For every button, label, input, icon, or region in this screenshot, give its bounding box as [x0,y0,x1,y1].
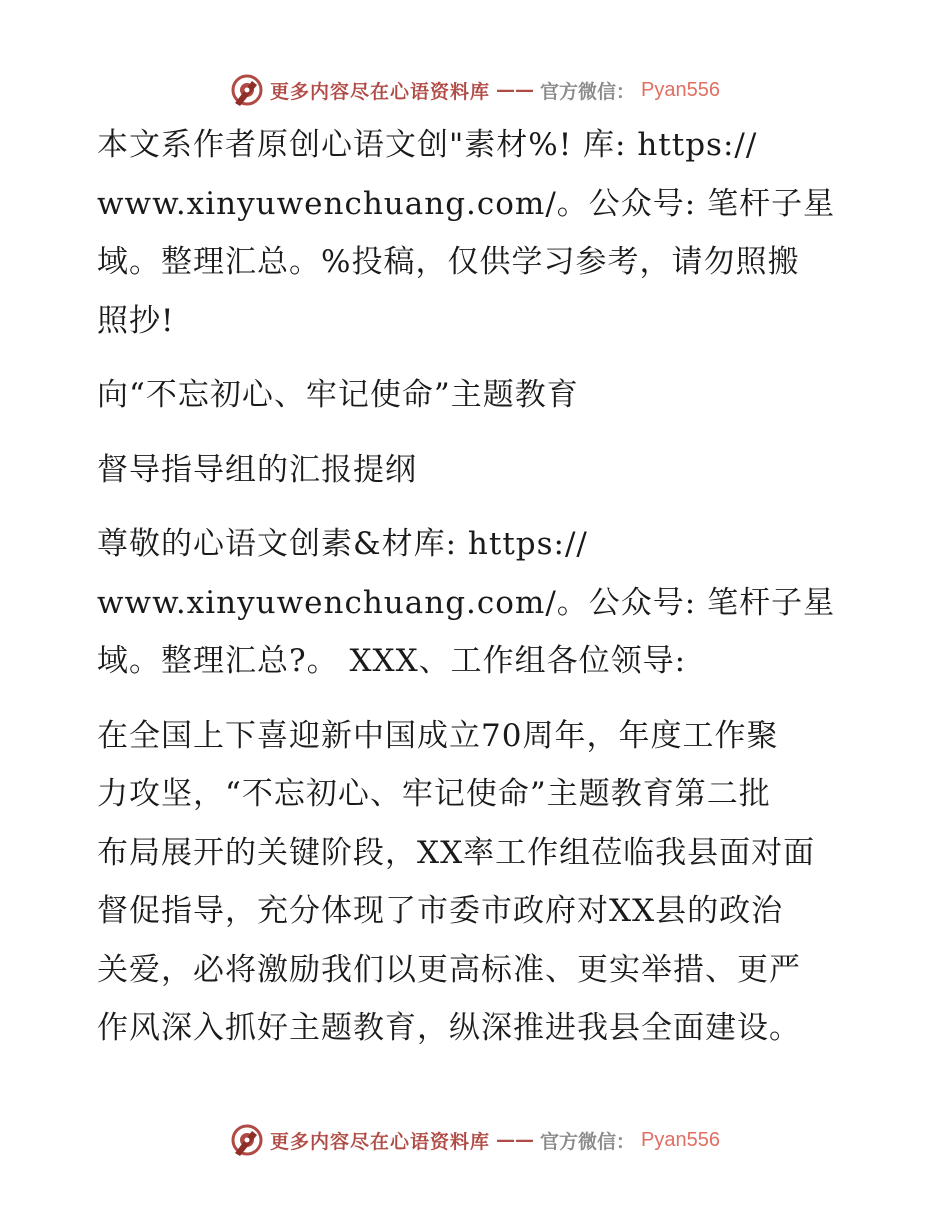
text-line: www.xinyuwenchuang.com/。公众号: 笔杆子星 [97,185,836,222]
text-line: 力攻坚，“不忘初心、牢记使命”主题教育第二批 [97,776,771,812]
text-line: 在全国上下喜迎新中国成立70周年，年度工作聚 [97,717,779,754]
text-line: 关爱，必将激励我们以更高标准、更实举措、更严 [97,951,801,988]
document-title-line-1 [97,366,867,425]
footer-banner [0,1120,950,1160]
pen-logo-icon [230,73,264,107]
banner-official-label: 官方微信： [540,80,636,103]
banner-main-text: 更多内容尽在心语资料库 [270,1130,491,1153]
banner-contact-id: Pyan556 [641,1128,720,1151]
paragraph-intro [97,116,867,350]
banner-official-label: 官方微信： [540,1130,636,1153]
text-line: 督促指导，充分体现了市委市政府对XX县的政治 [97,893,784,929]
paragraph-salutation [97,515,867,691]
text-line: 域。整理汇总。%投稿，仅供学习参考，请勿照搬 [97,244,800,280]
header-banner [0,70,950,110]
text-line: 本文系作者原创心语文创"素材%! 库: https:// [97,127,758,163]
text-line: 尊敬的心语文创素&材库: https:// [97,526,588,562]
document-title-line-2 [97,441,867,500]
text-line: 作风深入抓好主题教育，纵深推进我县全面建设。 [97,1010,801,1046]
text-line: www.xinyuwenchuang.com/。公众号: 笔杆子星 [97,584,836,621]
text-line: 向“不忘初心、牢记使命”主题教育 [97,377,579,413]
text-line: 域。整理汇总?。 XXX、工作组各位领导: [97,643,687,679]
banner-main-text: 更多内容尽在心语资料库 [270,80,491,103]
paragraph-body [97,707,867,1058]
banner-dash: —— [496,1129,535,1151]
text-line: 布局展开的关键阶段，XX率工作组莅临我县面对面 [97,834,816,871]
banner-dash: —— [496,79,535,101]
document-body [97,116,867,1074]
text-line: 照抄! [97,302,175,339]
pen-logo-icon [230,1123,264,1157]
banner-contact-id: Pyan556 [641,78,720,101]
text-line: 督导指导组的汇报提纲 [97,451,417,488]
